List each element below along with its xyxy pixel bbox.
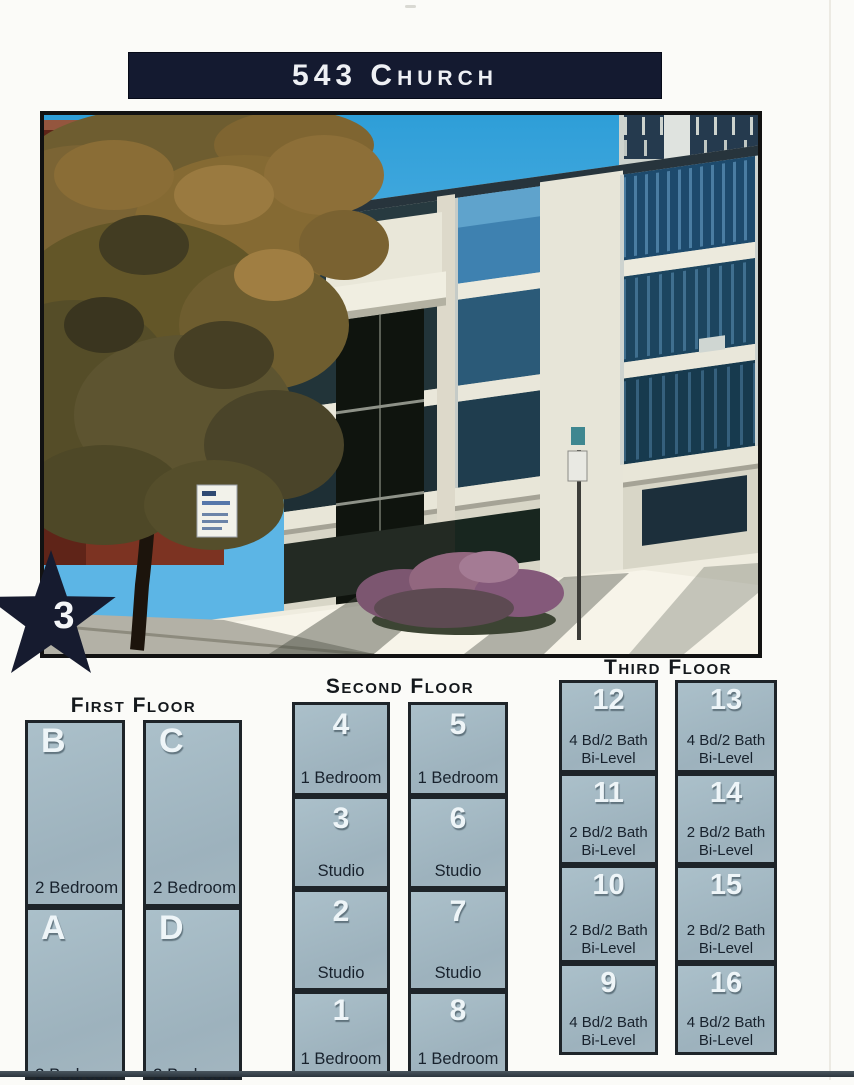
unit-number: D bbox=[159, 909, 184, 947]
unit-box-8 bbox=[408, 991, 508, 1075]
unit-label-line1: Studio bbox=[434, 964, 482, 982]
unit-box-C bbox=[143, 720, 242, 907]
unit-label-line2: Bi-Level bbox=[698, 841, 754, 859]
unit-label-line2: Bi-Level bbox=[581, 841, 636, 859]
unit-box-B bbox=[25, 720, 125, 907]
unit-label-line1: 2 Bd/2 Bath bbox=[686, 922, 766, 940]
unit-label bbox=[146, 878, 239, 898]
title-banner bbox=[128, 52, 662, 99]
unit-number: 6 bbox=[449, 802, 467, 835]
unit-label bbox=[295, 1050, 387, 1069]
unit-label bbox=[678, 922, 774, 957]
unit-number: A bbox=[41, 909, 66, 947]
unit-label bbox=[678, 824, 774, 859]
page-title: 543 Church bbox=[292, 58, 498, 92]
building-photo-frame bbox=[40, 111, 762, 658]
unit-box-11 bbox=[559, 773, 658, 865]
unit-label bbox=[411, 769, 505, 788]
unit-label-line1: 1 Bedroom bbox=[300, 769, 382, 787]
bottom-rule bbox=[0, 1071, 854, 1077]
unit-box-4 bbox=[292, 702, 390, 796]
unit-box-15 bbox=[675, 865, 777, 963]
unit-number: 8 bbox=[449, 994, 467, 1027]
unit-label bbox=[562, 922, 655, 957]
unit-number: C bbox=[159, 722, 184, 760]
unit-label bbox=[295, 769, 387, 788]
unit-number: 5 bbox=[449, 708, 467, 741]
unit-number: 3 bbox=[332, 802, 350, 835]
unit-label-line1: 4 Bd/2 Bath bbox=[686, 1014, 766, 1032]
unit-label-line1: Studio bbox=[317, 964, 365, 982]
unit-label-line1: 2 Bd/2 Bath bbox=[569, 824, 648, 842]
unit-box-13 bbox=[675, 680, 777, 773]
unit-label bbox=[295, 964, 387, 983]
unit-label-line1: Studio bbox=[317, 862, 365, 880]
unit-box-9 bbox=[559, 963, 658, 1055]
floor-title-first: First Floor bbox=[70, 694, 197, 717]
unit-label bbox=[295, 862, 387, 881]
unit-box-5 bbox=[408, 702, 508, 796]
unit-number: 1 bbox=[332, 994, 350, 1027]
unit-box-6 bbox=[408, 796, 508, 889]
unit-box-12 bbox=[559, 680, 658, 773]
unit-number: B bbox=[41, 722, 66, 760]
floor-title-third: Third Floor bbox=[604, 656, 732, 679]
unit-number: 9 bbox=[600, 967, 617, 999]
unit-label-line1: 2 Bedroom bbox=[153, 878, 237, 897]
unit-number: 10 bbox=[592, 869, 625, 901]
unit-label-line1: 2 Bd/2 Bath bbox=[569, 922, 648, 940]
unit-box-2 bbox=[292, 889, 390, 991]
unit-label-line2: Bi-Level bbox=[698, 1031, 754, 1049]
unit-number: 15 bbox=[709, 869, 743, 901]
unit-box-10 bbox=[559, 865, 658, 963]
unit-label-line2: Bi-Level bbox=[698, 939, 754, 957]
unit-number: 2 bbox=[332, 895, 350, 928]
floor-section-second bbox=[292, 675, 508, 1075]
floor-title-second: Second Floor bbox=[325, 675, 475, 698]
unit-label bbox=[562, 732, 655, 767]
star-badge bbox=[0, 548, 118, 690]
unit-label bbox=[678, 1014, 774, 1049]
unit-label bbox=[411, 862, 505, 881]
unit-label-line1: Studio bbox=[434, 862, 482, 880]
unit-box-16 bbox=[675, 963, 777, 1055]
unit-label bbox=[562, 1014, 655, 1049]
unit-label-line1: 4 Bd/2 Bath bbox=[569, 732, 648, 750]
building-photo bbox=[44, 115, 758, 654]
unit-label-line1: 4 Bd/2 Bath bbox=[686, 732, 766, 750]
unit-label-line1: 4 Bd/2 Bath bbox=[569, 1014, 648, 1032]
unit-number: 12 bbox=[592, 684, 625, 716]
unit-label bbox=[678, 732, 774, 767]
scan-artifact bbox=[405, 5, 416, 8]
unit-label-line1: 2 Bedroom bbox=[35, 878, 119, 897]
unit-label-line2: Bi-Level bbox=[581, 939, 636, 957]
unit-label bbox=[28, 878, 122, 898]
unit-label-line1: 2 Bd/2 Bath bbox=[686, 824, 766, 842]
unit-box-D bbox=[143, 907, 242, 1080]
unit-number: 16 bbox=[709, 967, 743, 999]
unit-number: 7 bbox=[449, 895, 467, 928]
unit-number: 4 bbox=[332, 708, 350, 741]
unit-label bbox=[411, 1050, 505, 1069]
unit-label-line1: 1 Bedroom bbox=[417, 1050, 499, 1068]
unit-label-line2: Bi-Level bbox=[581, 1031, 636, 1049]
unit-label-line2: Bi-Level bbox=[581, 749, 636, 767]
unit-box-14 bbox=[675, 773, 777, 865]
star-number: 3 bbox=[53, 595, 75, 637]
unit-box-3 bbox=[292, 796, 390, 889]
page-edge-line bbox=[829, 0, 831, 1080]
unit-number: 14 bbox=[709, 777, 743, 809]
unit-label-line1: 1 Bedroom bbox=[300, 1050, 382, 1068]
unit-label-line1: 1 Bedroom bbox=[417, 769, 499, 787]
unit-label-line2: Bi-Level bbox=[698, 749, 754, 767]
unit-box-7 bbox=[408, 889, 508, 991]
unit-label bbox=[411, 964, 505, 983]
unit-box-A bbox=[25, 907, 125, 1080]
unit-number: 11 bbox=[593, 777, 624, 809]
unit-label bbox=[562, 824, 655, 859]
floor-section-first bbox=[25, 694, 242, 1080]
unit-number: 13 bbox=[709, 684, 743, 716]
unit-box-1 bbox=[292, 991, 390, 1075]
floor-section-third bbox=[559, 656, 777, 1055]
